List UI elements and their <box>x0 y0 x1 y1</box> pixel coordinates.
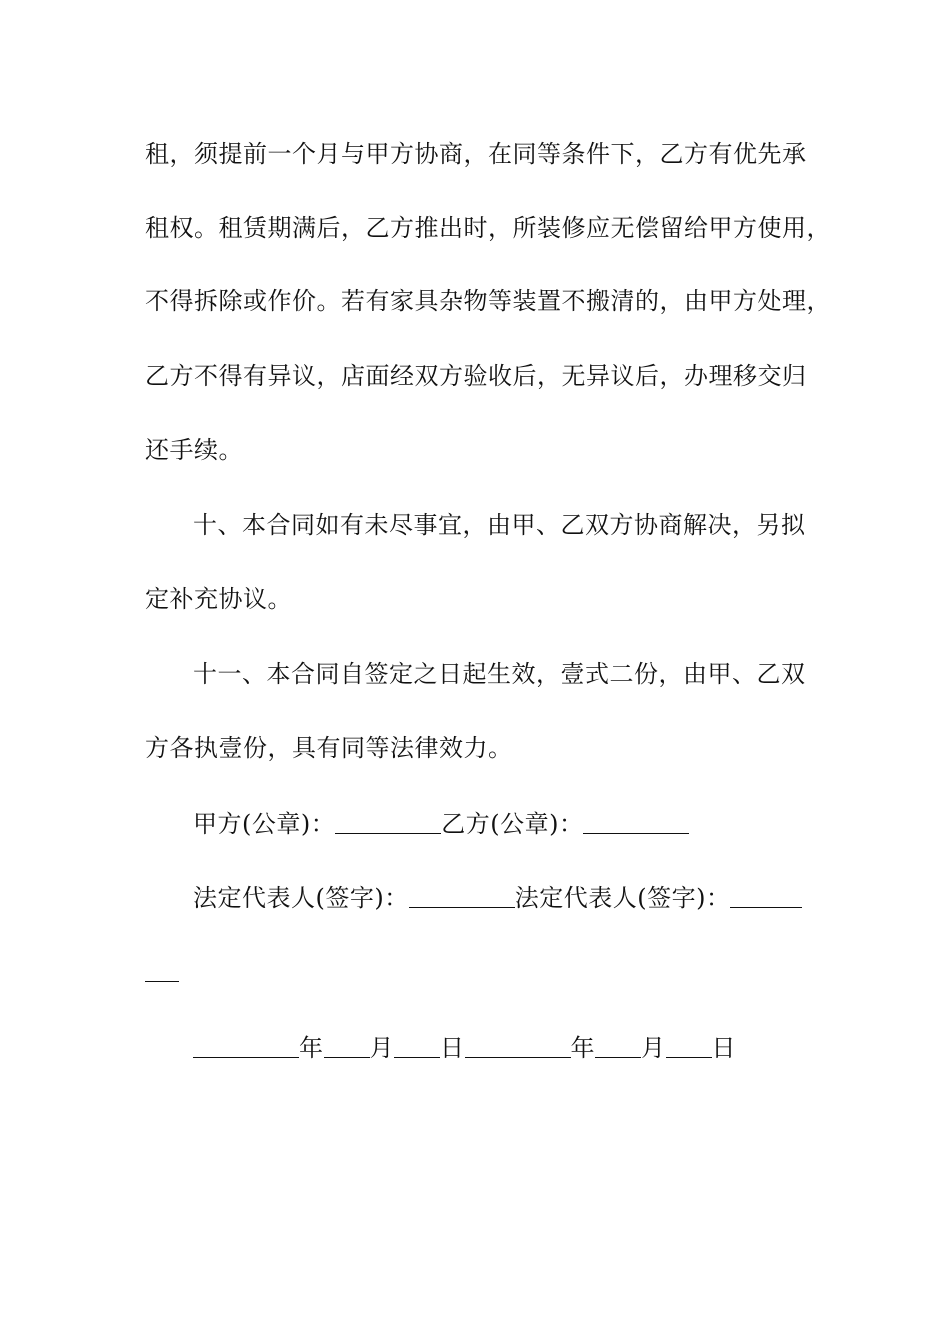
month-b-blank <box>595 1032 641 1058</box>
day-a-label: 日 <box>440 1034 465 1063</box>
clause-ten-line: 十、本合同如有未尽事宜，由甲、乙双方协商解决，另拟 <box>193 511 806 539</box>
paragraph-line: 方各执壹份，具有同等法律效力。 <box>145 734 513 762</box>
year-b-blank <box>465 1032 571 1058</box>
party-b-seal-label: 乙方(公章)： <box>441 810 584 839</box>
clause-eleven-line: 十一、本合同自签定之日起生效，壹式二份，由甲、乙双 <box>193 660 806 688</box>
month-a-blank <box>324 1032 370 1058</box>
rep-a-blank <box>409 882 515 908</box>
representative-row <box>193 882 802 913</box>
paragraph-line: 乙方不得有异议，店面经双方验收后，无异议后，办理移交归 <box>145 362 807 390</box>
paragraph-line: 不得拆除或作价。若有家具杂物等装置不搬清的，由甲方处理， <box>145 287 831 315</box>
month-a-label: 月 <box>369 1034 394 1063</box>
year-b-label: 年 <box>570 1034 595 1063</box>
paragraph-line: 定补充协议。 <box>145 585 292 613</box>
date-row <box>193 1032 736 1063</box>
rep-b-blank <box>730 882 802 908</box>
rep-a-label: 法定代表人(签字)： <box>193 884 409 913</box>
representative-row-continued <box>145 956 179 987</box>
year-a-blank <box>193 1032 299 1058</box>
paragraph-line: 还手续。 <box>145 436 243 464</box>
rep-b-label: 法定代表人(签字)： <box>514 884 731 913</box>
day-b-label: 日 <box>711 1034 736 1063</box>
day-a-blank <box>394 1032 440 1058</box>
year-a-label: 年 <box>299 1034 324 1063</box>
paragraph-line: 租，须提前一个月与甲方协商，在同等条件下，乙方有优先承 <box>145 140 807 168</box>
seal-row <box>193 808 689 839</box>
party-b-seal-blank <box>583 808 689 834</box>
month-b-label: 月 <box>641 1034 666 1063</box>
paragraph-line: 租权。租赁期满后，乙方推出时，所装修应无偿留给甲方使用， <box>145 214 831 242</box>
day-b-blank <box>666 1032 712 1058</box>
party-a-seal-label: 甲方(公章)： <box>193 810 336 839</box>
party-a-seal-blank <box>335 808 441 834</box>
rep-b-blank-continued <box>145 956 179 982</box>
